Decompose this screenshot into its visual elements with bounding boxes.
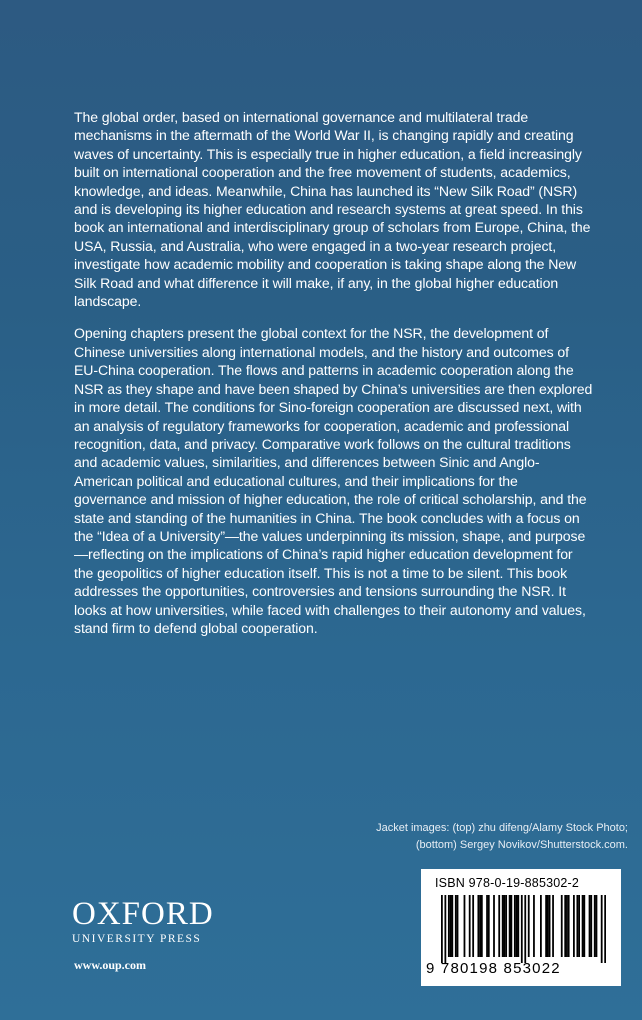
barcode-bar [493,895,495,957]
isbn-label: ISBN 978-0-19-885302-2 [435,876,580,890]
barcode-bar [561,895,563,957]
blurb-paragraph-1: The global order, based on international governance and multilateral trade mechanisms in the aftermath of the World War II, is changing rapidly and creating waves of uncertainty. This is especially true in higher education, a field increasingly built on international cooperation and the free movement of students, academics, knowledge, and ideas. Meanwhile, China has launched its “New Silk Road” (NSR) and is developing its higher education and research systems at great speed. In this book an international and interdisciplinary group of scholars from Europe, China, the USA, Russia, and Australia, who were engaged in a two-year research project, investigate how academic mobility and cooperation is taking shape along the New Silk Road and what difference it will make, if any, in the global higher education landscape. [74,109,591,310]
barcode-bar [517,895,519,957]
back-cover-blurb [74,108,594,651]
credits-line-2: (bottom) Sergey Novikov/Shutterstock.com. [415,839,628,851]
barcode-bar [521,895,523,963]
blurb-paragraph-2: Opening chapters present the global context for the NSR, the development of Chinese universities along international models, and the history and outcomes of EU-China cooperation. The flows and patterns in academic cooperation along the NSR as they shape and have been shaped by China’s universities are then explored in more detail. The conditions for Sino-foreign cooperation are discussed next, with an analysis of regulatory frameworks for cooperation, academic and professional recognition, data, and privacy. Comparative work follows on the cultural traditions and academic values, similarities, and differences between Sinic and Anglo-American political and educational cultures, and their implications for the governance and mission of higher education, the role of critical scholarship, and the state and standing of the humanities in China. The book concludes with a focus on the “Idea of a University”—the values underpinning its mission, shape, and purpose—reflecting on the implications of China’s rapid higher education development for the geopolitics of higher education itself. This is not a time to be silent. This book addresses the opportunities, controversies and tensions surrounding the NSR. It looks at how universities, while faced with challenges to their autonomy and values, stand firm to defend global cooperation. [74,325,593,636]
barcode-bar [564,895,566,957]
barcode-bar [444,895,446,963]
barcode-bar [502,895,504,957]
barcode-bar [450,895,452,957]
barcode-bar [488,895,490,957]
barcode-bar [549,895,551,957]
barcode-bar [552,895,554,957]
isbn-barcode-box [421,869,621,986]
publisher-subname: UNIVERSITY PRESS [72,933,202,945]
barcode-bar [545,895,547,957]
barcode-bar [528,895,530,957]
barcode-bar [601,895,603,963]
barcode-bar [464,895,466,957]
barcode-bar [578,895,580,957]
barcode-bar [514,895,516,957]
barcode-bar [451,895,453,957]
barcode-digits: 9 780198 853022 [426,960,561,977]
barcode-bar [448,895,450,957]
barcode-bar [524,895,526,963]
barcode-bar [498,895,500,957]
barcode-bar [566,895,568,957]
barcode-bar [477,895,479,957]
barcode-bar [583,895,585,957]
publisher-website: www.oup.com [74,958,147,972]
barcode [441,895,606,963]
barcode-bar [455,895,457,957]
barcode-bar [533,895,535,957]
barcode-bar [509,895,511,957]
barcode-bar [590,895,592,957]
barcode-bar [540,895,542,957]
barcode-bar [457,895,459,957]
barcode-bar [504,895,506,957]
barcode-bar [481,895,483,957]
publisher-logo [72,897,214,945]
barcode-bar [479,895,481,957]
barcode-bar [510,895,512,957]
barcode-bar [441,895,443,963]
credits-line-1: Jacket images: (top) zhu difeng/Alamy Stock Photo; [376,822,628,834]
barcode-bar [589,895,591,957]
barcode-bar [472,895,474,957]
barcode-bar [573,895,575,957]
barcode-bar [596,895,598,957]
barcode-bar [604,895,606,963]
barcode-bar [505,895,507,957]
jacket-image-credits [376,820,628,854]
barcode-bar [582,895,584,957]
barcode-bar [568,895,570,957]
barcode-bar [469,895,471,957]
publisher-name: OXFORD [72,896,214,932]
barcode-bar [576,895,578,957]
barcode-bar [594,895,596,957]
barcode-bar [516,895,518,957]
barcode-bar [547,895,549,957]
barcode-bar [486,895,488,957]
